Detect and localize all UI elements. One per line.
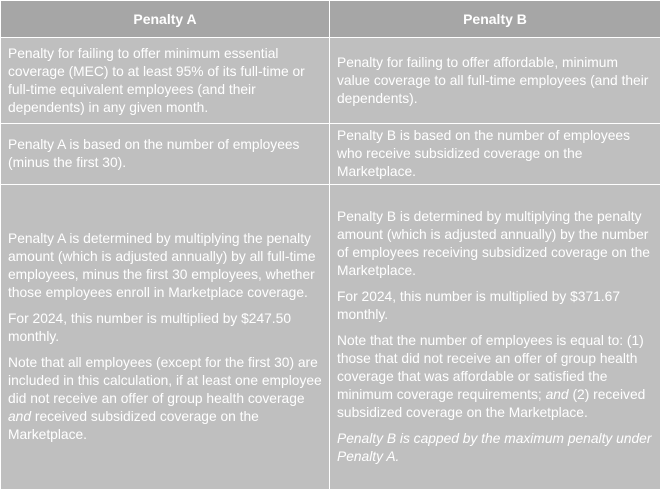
penalty-b-calc-paragraph: Penalty B is determined by multiplying the penalty amount (which is adjusted annually) by the number of employees receiving subsidized coverage on the Marketplace.: [337, 208, 653, 280]
penalty-a-calc-paragraph: Penalty A is determined by multiplying the penalty amount (which is adjusted annually) by all full-time employees, minus the first 30 employees, whether those employees enroll in Marketplace coverage.: [8, 230, 322, 302]
emphasis-and: and: [546, 387, 569, 402]
penalty-b-definition-cell: Penalty for failing to offer affordable, minimum value coverage to all full-time employees (and their dependents).: [330, 38, 660, 124]
emphasis-and: and: [8, 409, 31, 424]
note-text: Note that all employees (except for the first 30) are included in this calculation, if at least one employee did not receive an offer of group health coverage: [8, 355, 322, 406]
penalty-b-cap-note: Penalty B is capped by the maximum penalty under Penalty A.: [337, 430, 653, 466]
penalty-a-basis-cell: Penalty A is based on the number of employees (minus the first 30).: [1, 124, 330, 185]
penalty-a-rate-paragraph: For 2024, this number is multiplied by $247.50 monthly.: [8, 310, 322, 346]
header-penalty-b: Penalty B: [330, 1, 660, 38]
penalty-b-note-paragraph: [337, 332, 653, 422]
note-text: (2) received subsidized coverage on the Marketplace.: [337, 387, 645, 420]
penalty-b-basis-cell: Penalty B is based on the number of employees who receive subsidized coverage on the Marketplace.: [330, 124, 660, 185]
penalty-b-calculation-cell: [330, 185, 660, 490]
penalty-a-definition-cell: Penalty for failing to offer minimum essential coverage (MEC) to at least 95% of its full-time or full-time equivalent employees (and their dependents) in any given month.: [1, 38, 330, 124]
penalty-b-rate-paragraph: For 2024, this number is multiplied by $371.67 monthly.: [337, 288, 653, 324]
note-text: Note that the number of employees is equal to: (1) those that did not receive an offer of group health coverage that was affordable or satisfied the minimum coverage requirements;: [337, 333, 644, 402]
table-row: [1, 124, 660, 185]
penalty-a-note-paragraph: [8, 354, 322, 444]
header-penalty-a: Penalty A: [1, 1, 330, 38]
table-row: [1, 185, 660, 490]
note-text: received subsidized coverage on the Marketplace.: [8, 409, 259, 442]
table-row: [1, 38, 660, 124]
header-row: [1, 1, 660, 38]
penalty-a-calculation-cell: [1, 185, 330, 490]
